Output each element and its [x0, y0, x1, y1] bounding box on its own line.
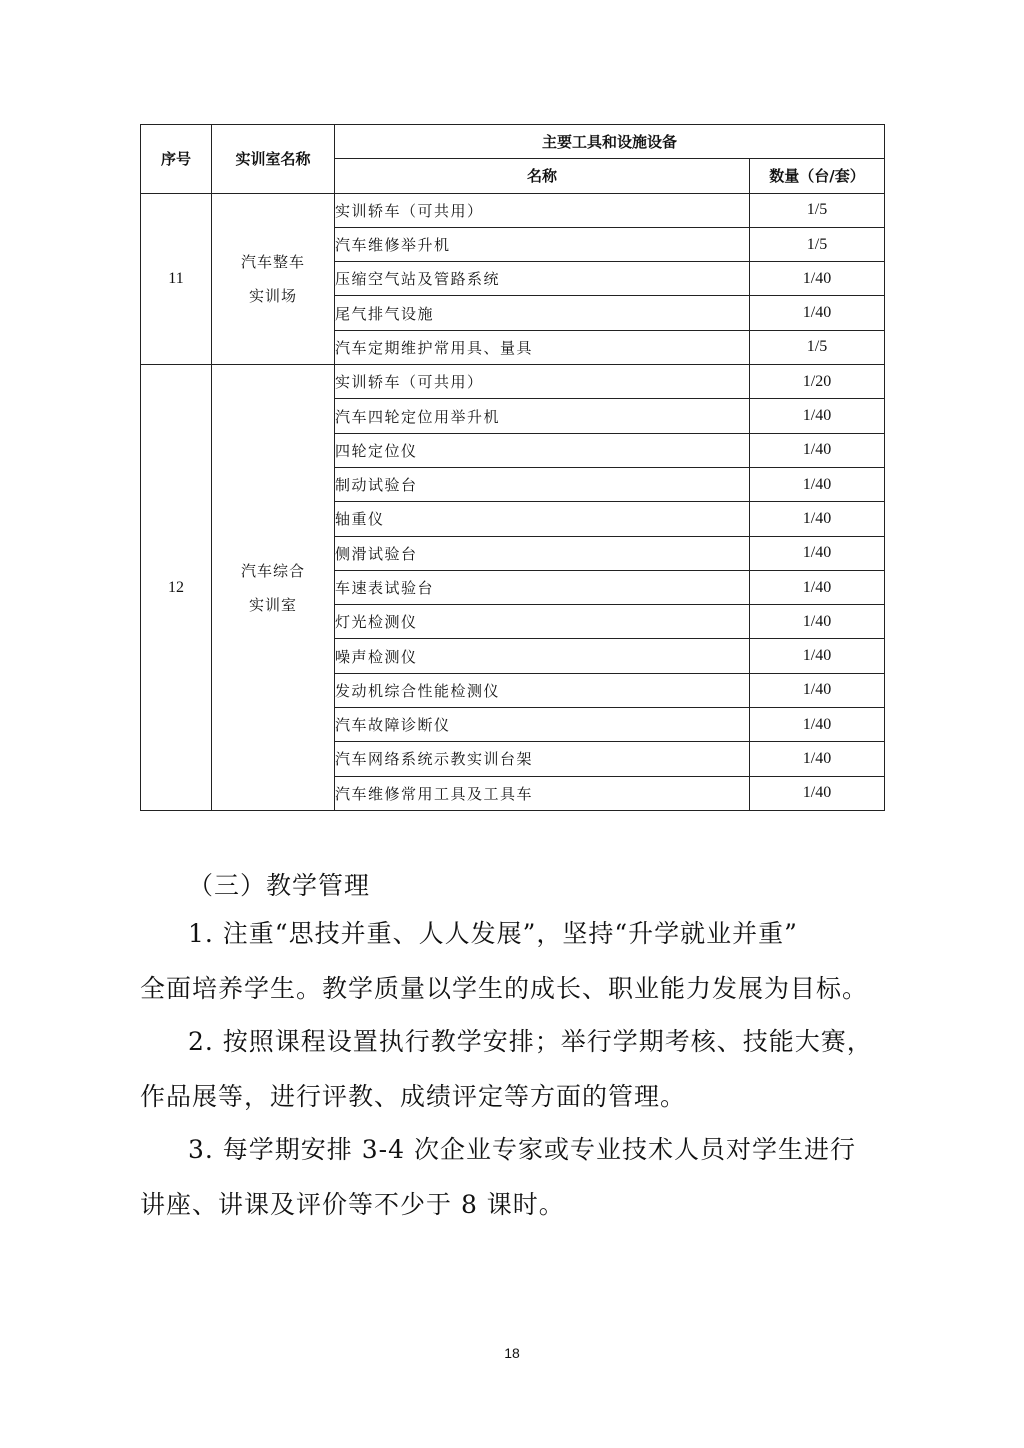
equipment-quantity: 1/40 — [750, 433, 885, 467]
equipment-quantity: 1/5 — [750, 330, 885, 364]
equipment-name: 汽车四轮定位用举升机 — [335, 399, 750, 433]
paragraph-1-line-1: 1. 注重“思技并重、人人发展”，坚持“升学就业并重” — [188, 919, 798, 948]
equipment-name: 侧滑试验台 — [335, 536, 750, 570]
header-qty: 数量（台/套） — [750, 159, 885, 193]
equipment-quantity: 1/40 — [750, 605, 885, 639]
room-name — [212, 193, 335, 364]
paragraph-1 — [140, 906, 890, 1016]
equipment-quantity: 1/40 — [750, 262, 885, 296]
equipment-name: 实训轿车（可共用） — [335, 365, 750, 399]
equipment-name: 轴重仪 — [335, 502, 750, 536]
equipment-name: 制动试验台 — [335, 467, 750, 501]
header-no: 序号 — [141, 125, 212, 194]
paragraph-1-line-2: 全面培养学生。教学质量以学生的成长、职业能力发展为目标。 — [140, 974, 869, 1003]
page-number: 18 — [504, 1345, 520, 1361]
equipment-quantity: 1/40 — [750, 502, 885, 536]
equipment-name: 汽车维修举升机 — [335, 227, 750, 261]
table-row — [141, 365, 885, 399]
equipment-name: 汽车网络系统示教实训台架 — [335, 742, 750, 776]
section-heading: （三）教学管理 — [188, 871, 371, 900]
header-room: 实训室名称 — [212, 125, 335, 194]
equipment-name: 噪声检测仪 — [335, 639, 750, 673]
equipment-name: 汽车定期维护常用具、量具 — [335, 330, 750, 364]
table-header — [141, 125, 885, 194]
room-name-line: 实训室 — [248, 595, 297, 614]
equipment-quantity: 1/40 — [750, 673, 885, 707]
room-name — [212, 365, 335, 811]
room-name-line: 汽车整车 — [240, 252, 305, 271]
equipment-quantity: 1/40 — [750, 536, 885, 570]
equipment-quantity: 1/5 — [750, 193, 885, 227]
equipment-quantity: 1/40 — [750, 776, 885, 810]
paragraph-3 — [140, 1122, 890, 1232]
equipment-quantity: 1/40 — [750, 296, 885, 330]
equipment-table — [140, 124, 885, 811]
equipment-name: 尾气排气设施 — [335, 296, 750, 330]
equipment-quantity: 1/5 — [750, 227, 885, 261]
equipment-quantity: 1/40 — [750, 399, 885, 433]
paragraph-3-line-1: 3. 每学期安排 3-4 次企业专家或专业技术人员对学生进行 — [188, 1135, 856, 1164]
room-name-line: 实训场 — [248, 286, 297, 305]
header-equipment: 主要工具和设施设备 — [335, 125, 885, 159]
equipment-quantity: 1/40 — [750, 742, 885, 776]
paragraph-2-line-1: 2. 按照课程设置执行教学安排；举行学期考核、技能大赛， — [188, 1027, 873, 1056]
group-number: 12 — [141, 365, 212, 811]
equipment-name: 汽车维修常用工具及工具车 — [335, 776, 750, 810]
equipment-name: 发动机综合性能检测仪 — [335, 673, 750, 707]
room-name-line: 汽车综合 — [240, 561, 305, 580]
group-number: 11 — [141, 193, 212, 364]
equipment-quantity: 1/40 — [750, 708, 885, 742]
header-name: 名称 — [335, 159, 750, 193]
equipment-quantity: 1/40 — [750, 639, 885, 673]
equipment-quantity: 1/40 — [750, 570, 885, 604]
table-body — [141, 193, 885, 810]
paragraph-2 — [140, 1014, 890, 1124]
equipment-name: 压缩空气站及管路系统 — [335, 262, 750, 296]
equipment-name: 四轮定位仪 — [335, 433, 750, 467]
equipment-quantity: 1/40 — [750, 467, 885, 501]
equipment-name: 汽车故障诊断仪 — [335, 708, 750, 742]
equipment-name: 车速表试验台 — [335, 570, 750, 604]
table-row — [141, 193, 885, 227]
equipment-name: 实训轿车（可共用） — [335, 193, 750, 227]
equipment-name: 灯光检测仪 — [335, 605, 750, 639]
paragraph-2-line-2: 作品展等，进行评教、成绩评定等方面的管理。 — [140, 1082, 687, 1111]
equipment-quantity: 1/20 — [750, 365, 885, 399]
paragraph-3-line-2: 讲座、讲课及评价等不少于 8 课时。 — [140, 1190, 565, 1219]
